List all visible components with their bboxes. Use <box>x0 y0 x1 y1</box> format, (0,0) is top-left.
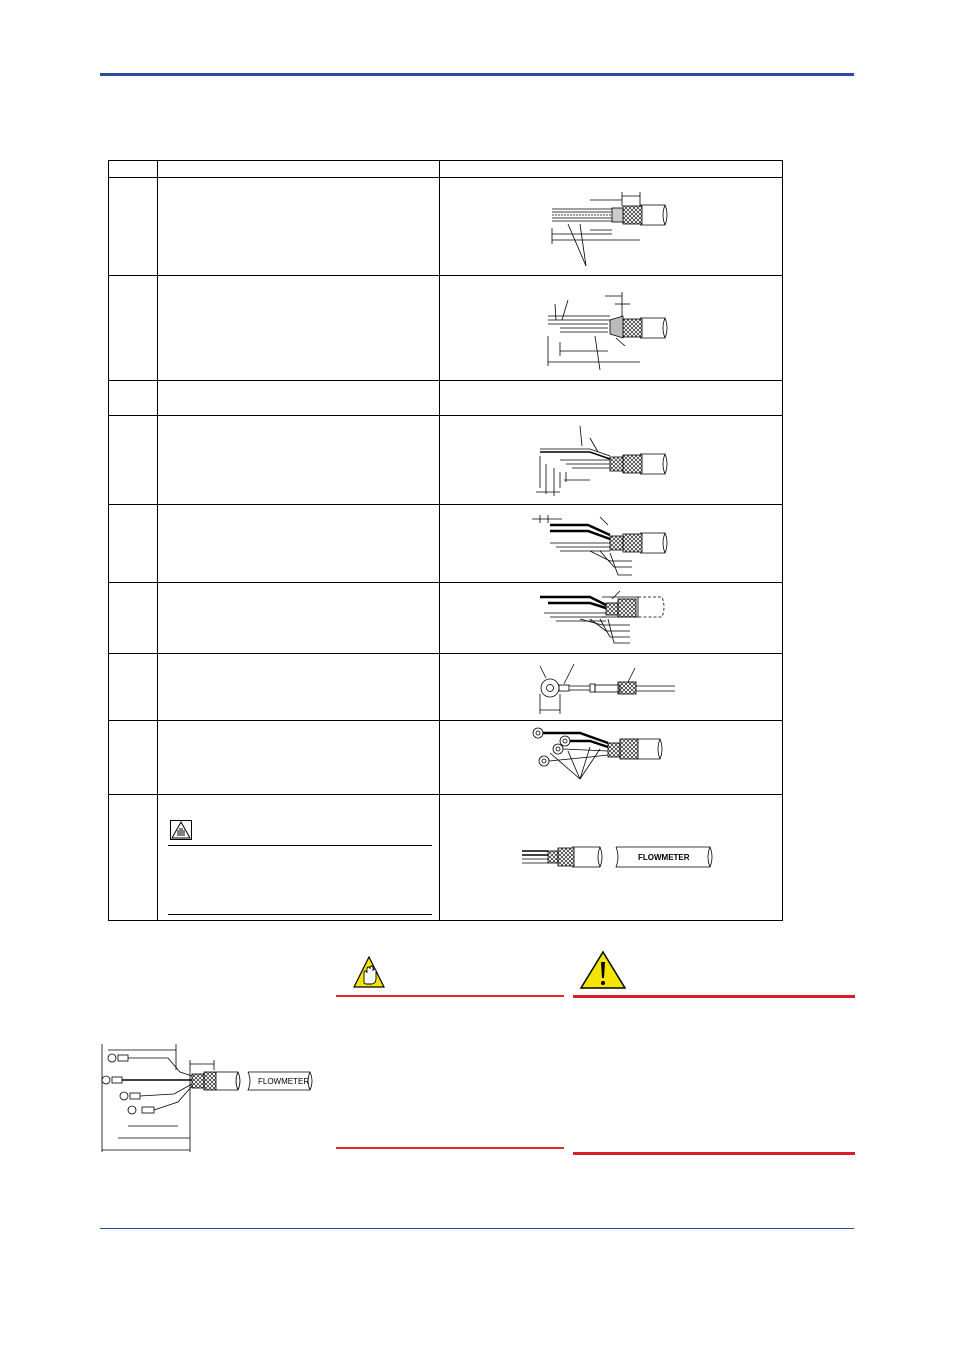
warning-bottom-rule <box>573 1152 855 1155</box>
figure-cable-strip-5 <box>440 505 782 582</box>
caution-inline <box>166 816 436 916</box>
procedure-table <box>108 160 783 921</box>
note-box <box>336 955 564 1155</box>
note-top-rule <box>336 995 564 997</box>
warning-top-rule <box>573 995 855 998</box>
flowmeter-text: FLOWMETER <box>638 853 690 862</box>
flowmeter-text-small: FLOWMETER <box>258 1077 310 1086</box>
figure-cable-strip-4 <box>440 416 782 504</box>
caution-bottom-line <box>168 914 432 915</box>
footer-rule <box>100 1228 854 1229</box>
figure-flowmeter-label <box>440 795 782 922</box>
figure-cable-dimensions <box>98 1040 318 1160</box>
figure-cable-strip-6 <box>440 583 782 653</box>
figure-crimp-terminal <box>440 654 782 720</box>
header-rule <box>100 73 854 76</box>
table-row-divider <box>109 380 782 381</box>
warning-box <box>573 950 855 1160</box>
hand-caution-icon <box>170 820 192 840</box>
figure-cable-strip-1 <box>440 178 782 275</box>
figure-terminals-attached <box>440 721 782 794</box>
hand-caution-icon-large <box>352 955 386 989</box>
figure-cable-strip-2 <box>440 276 782 380</box>
note-bottom-rule <box>336 1147 564 1149</box>
caution-top-line <box>168 845 432 846</box>
warning-triangle-icon <box>579 950 627 990</box>
